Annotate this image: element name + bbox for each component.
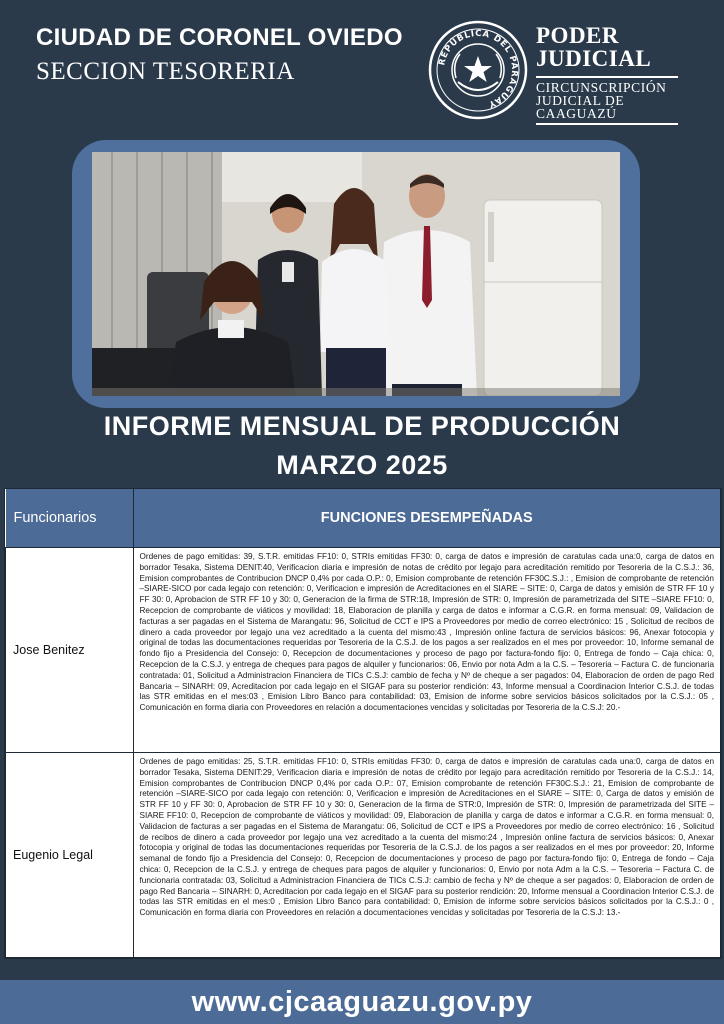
- table-row: [6, 753, 721, 958]
- brand-line-1: PODER: [536, 23, 619, 48]
- employee-name: Eugenio Legal: [6, 753, 134, 958]
- brand-sub-2: JUDICIAL DE: [536, 93, 625, 108]
- svg-text:REPÚBLICA DEL PARAGUAY: REPÚBLICA DEL PARAGUAY: [437, 28, 520, 110]
- judicial-brand: [536, 24, 678, 128]
- website-footer: www.cjcaaguazu.gov.py: [0, 980, 724, 1024]
- report-period: MARZO 2025: [276, 450, 448, 480]
- city-title: CIUDAD DE CORONEL OVIEDO: [36, 24, 403, 51]
- brand-divider-bottom: [536, 123, 678, 125]
- national-seal-logo: [428, 20, 528, 120]
- photo-frame: [72, 140, 640, 408]
- staff-photo: [92, 152, 620, 396]
- brand-divider: [536, 76, 678, 78]
- employee-name: Jose Benitez: [6, 548, 134, 753]
- report-title: INFORME MENSUAL DE PRODUCCIÓN: [103, 411, 621, 441]
- table-row: [6, 548, 721, 753]
- header-funcionarios: Funcionarios: [6, 489, 134, 548]
- functions-table: [4, 488, 722, 959]
- brand-line-2: JUDICIAL: [536, 46, 652, 71]
- employee-functions: Ordenes de pago emitidas: 39, S.T.R. emitidas FF10: 0, STRIs emitidas FF30: 0, carga de datos e impresión de caratulas cada una:0, carga de datos en borrador Tesaka, Sistema DENIT:40, Verificacion diaria e impresión de notas de crédito por legajo para acreditación remitido por Tesoreria de la C.S.J.: 36, Emision comprobantes de Contribucion DNCP 0,4% por cada O.P.: 0, Emision comprobante de retención FF30C.S.J.: , Emision de comprobante de retención –SIARE-SICO por cada legajo con retención: 0, Verificacion e impresión de Acreditaciones en el SIARE – SITE: 0, Carga de datos y emisión de STR FF 10 y FF 30: 0, Aprobacion de STR FF 10 y 30: 0, Generacion de la firma de STR:18, Impresión de STR: 0, Impresión de parametrizada del SITE –SIARE FF10: 0, Recepcion de comprobante de viáticos y movilidad: 18, Elaboracion de planilla y carga de datos e informar a C.G.R. en forma mensual: 09, Validacion de facturas a ser pagadas en el Sistema de Marangatu: 96, Solicitud de CCT e IPS a Proveedores por medio de correo electrónico: 15 , Solicitud de recibos de dinero a cada proveedor por legajo una vez acreditado a la cuenta del mismo:43 , Impresión online factura de servicios básicos: 96, Anexar fotocopia y original de todas las documentaciones requeridas por Tesoreria de la C.S.J. de los pagos a ser realizados en el mes por proveedor: 10, Informe semanal de fondo fijo a Presidencia del Consejo: 0, Recepcion de documentaciones y proceso de pago por factura-fondo fijo: 0, Entrega de fondo – Caja chica: 0, Recepcion de la C.S.J. y entrega de cheques para pagos de alquiler y funcionarios: 06, Envio por nota Adm a la C.S. – Tesoreria – Factura C. de funcionaria contratada: 01, Solicitud a Administracion Financiera de TICs C.S.J: cambio de fecha y Nº de cheque a ser pagados: 04, Elaboracion de orden de pago Red Bancaria – SINARH: 09, Acreditacion por cada legajo en el SIGAF para su posterior rendición: 43, Informe mensual a Coordinacion Interior C.S.J. de todas las STR emitidas en el mes:03 , Emision Libro Banco para contabilidad: 03, Emision de informe sobre servicios básicos solicitados por la C.S.J.: 05 , Comunicación en forma diaria con Proveedores en relación a documentaciones vencidas y solicitadas por Tesoreria de la C.S.J: 20.-: [133, 548, 721, 753]
- brand-sub-3: CAAGUAZÚ: [536, 106, 617, 121]
- header-titles: [36, 24, 403, 86]
- table-header-row: [6, 489, 721, 548]
- brand-sub-1: CIRCUNSCRIPCIÓN: [536, 80, 667, 95]
- employee-functions: Ordenes de pago emitidas: 25, S.T.R. emitidas FF10: 0, STRIs emitidas FF30: 0, carga de datos e impresión de caratulas cada una:0, carga de datos en borrador Tesaka, Sistema DENIT:29, Verificacion diaria e impresión de notas de crédito por legajo para acreditación remitido por Tesoreria de la C.S.J.: 14, Emision comprobantes de Contribucion DNCP 0,4% por cada O.P.: 07, Emision comprobante de retención FF30C.S.J.: 21, Emision de comprobante de retención –SIARE-SICO por cada legajo con retención: 0, Verificacion e impresión de Acreditaciones en el SIARE – SITE: 0, Carga de datos y emisión de STR FF 10 y FF 30: 0, Aprobacion de STR FF 10 y 30: 0, Generacion de la firma de STR:0, Impresión de STR: 0, Impresión de parametrizada del SITE –SIARE FF10: 0, Recepcion de comprobante de viáticos y movilidad: 09, Elaboracion de planilla y carga de datos e informar a C.G.R. en forma mensual: 0, Validacion de facturas a ser pagadas en el Sistema de Marangatu: 06, Solicitud de CCT e IPS a Proveedores por medio de correo electrónico: 16 , Solicitud de recibos de dinero a cada proveedor por legajo una vez acreditado a la cuenta del mismo:24 , Impresión online factura de servicios básicos: 0, Anexar fotocopia y original de todas las documentaciones requeridas por Tesoreria de la C.S.J. de los pagos a ser realizados en el mes por proveedor: 20, Informe semanal de fondo fijo a Presidencia del Consejo: 0, Recepcion de documentaciones y proceso de pago por factura-fondo fijo: 0, Entrega de fondo – Caja chica: 0, Recepcion de la C.S.J. y entrega de cheques para pagos de alquiler y funcionarios: 0, Envio por nota Adm a la C.S. – Tesoreria – Factura C. de funcionaria contratada: 03, Solicitud a Administracion Financiera de TICs C.S.J: cambio de fecha y Nº de cheque a ser pagados: 0, Elaboracion de orden de pago Red Bancaria – SINARH: 0, Acreditacion por cada legajo en el SIGAF para su posterior rendición: 20, Informe mensual a Coordinacion Interior C.S.J. de todas las STR emitidas en el mes:0 , Emision Libro Banco para contabilidad: 0, Emision de informe sobre servicios básicos solicitados por la C.S.J.: 0 , Comunicación en forma diaria con Proveedores en relación a documentaciones vencidas y solicitadas por Tesoreria de la C.S.J: 13.-: [133, 753, 721, 958]
- functions-table-grid: [5, 489, 721, 958]
- header-funciones: FUNCIONES DESEMPEÑADAS: [133, 489, 721, 548]
- section-title: SECCION TESORERIA: [36, 58, 295, 85]
